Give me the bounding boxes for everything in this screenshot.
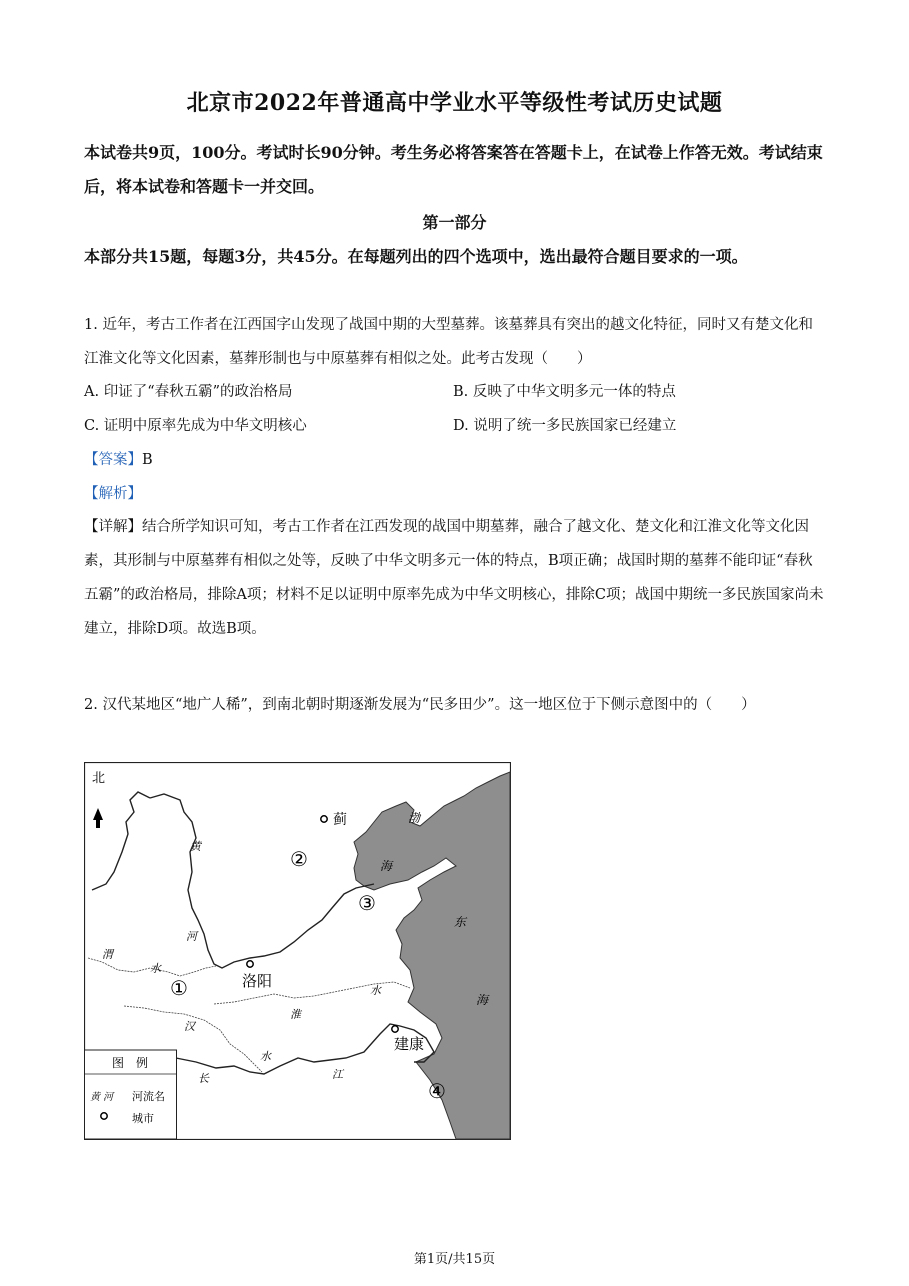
question-1-detail [84, 510, 824, 646]
section-description: 本部分共15题，每题3分，共45分。在每题列出的四个选项中，选出最符合题目要求的一项。 [84, 247, 748, 266]
question-1-option-d: D. 说明了统一多民族国家已经建立 [453, 418, 677, 434]
question-1-answer [84, 448, 153, 472]
section-title: 第一部分 [422, 213, 487, 232]
river-label-wei: 渭 [102, 948, 113, 961]
river-label-huai-shui: 水 [370, 984, 381, 997]
city-jiankang-icon [392, 1026, 398, 1032]
river-label-jiang: 江 [332, 1068, 343, 1081]
question-1-option-a: A. 印证了“春秋五霸”的政治格局 [84, 384, 293, 400]
river-label-han: 汉 [184, 1020, 195, 1033]
question-2-map [84, 762, 511, 1140]
river-label-chang: 长 [198, 1072, 209, 1085]
legend-river-sample: 黄 河 [90, 1092, 114, 1103]
question-1-stem: 1. 近年，考古工作者在江西国字山发现了战国中期的大型墓葬。该墓葬具有突出的越文化特征，同时又有楚文化和江淮文化等文化因素，墓葬形制也与中原墓葬有相似之处。此考古发现（ ） [84, 317, 813, 367]
sea-label-bo: 渤 [408, 811, 421, 825]
detail-tag: 【详解】 [84, 519, 142, 535]
legend-title: 图 例 [111, 1056, 149, 1070]
map-figure [84, 762, 511, 1140]
legend-city-icon [101, 1113, 107, 1119]
sea-label-dong-hai: 海 [476, 993, 489, 1007]
city-jiankang-label: 建康 [394, 1035, 425, 1053]
river-label-wei-shui: 水 [150, 962, 161, 975]
exam-instructions: 本试卷共9页，100分。考试时长90分钟。考生务必将答案答在答题卡上，在试卷上作答无效。考试结束后，将本试卷和答题卡一并交回。 [84, 143, 823, 196]
north-arrow-shaft [96, 818, 100, 828]
legend-river-label: 河流名 [132, 1090, 165, 1103]
page-title: 北京市2022年普通高中学业水平等级性考试历史试题 [186, 90, 723, 116]
city-ji-label: 蓟 [333, 812, 347, 828]
river-label-huai: 淮 [290, 1008, 301, 1021]
detail-text: 结合所学知识可知，考古工作者在江西发现的战国中期墓葬，融合了越文化、楚文化和江淮文化等文化因素，其形制与中原墓葬有相似之处等，反映了中华文明多元一体的特点，B项正确；战国时期的墓葬不能印证“春秋五霸”的政治格局，排除A项；材料不足以证明中原率先成为中华文明核心，排除C项；战国中期统一多民族国家尚未建立，排除D项。故选B项。 [84, 519, 824, 637]
legend-city-label: 城市 [132, 1112, 154, 1125]
marker-4: ④ [428, 1079, 446, 1103]
city-ji-icon [321, 816, 327, 822]
sea-label-dong: 东 [454, 915, 467, 929]
question-1-option-b: B. 反映了中华文明多元一体的特点 [453, 384, 676, 400]
analysis-tag: 【解析】 [84, 486, 142, 502]
answer-tag: 【答案】 [84, 452, 142, 468]
marker-1: ① [170, 976, 188, 1000]
river-label-han-shui: 水 [260, 1050, 271, 1063]
river-label-he: 河 [186, 930, 197, 943]
answer-value: B [142, 452, 153, 468]
question-2-stem: 2. 汉代某地区“地广人稀”，到南北朝时期逐渐发展为“民多田少”。这一地区位于下侧示意图中的（ ） [84, 697, 756, 713]
river-label-huang: 黄 [190, 840, 201, 853]
city-luoyang-icon [247, 961, 253, 967]
city-luoyang-label: 洛阳 [242, 972, 273, 990]
sea-label-bo-hai: 海 [380, 859, 393, 873]
question-1-option-c: C. 证明中原率先成为中华文明核心 [84, 418, 307, 434]
marker-2: ② [290, 847, 308, 871]
marker-3: ③ [358, 891, 376, 915]
north-label: 北 [92, 771, 106, 786]
page-footer: 第1页/共15页 [413, 1252, 496, 1267]
